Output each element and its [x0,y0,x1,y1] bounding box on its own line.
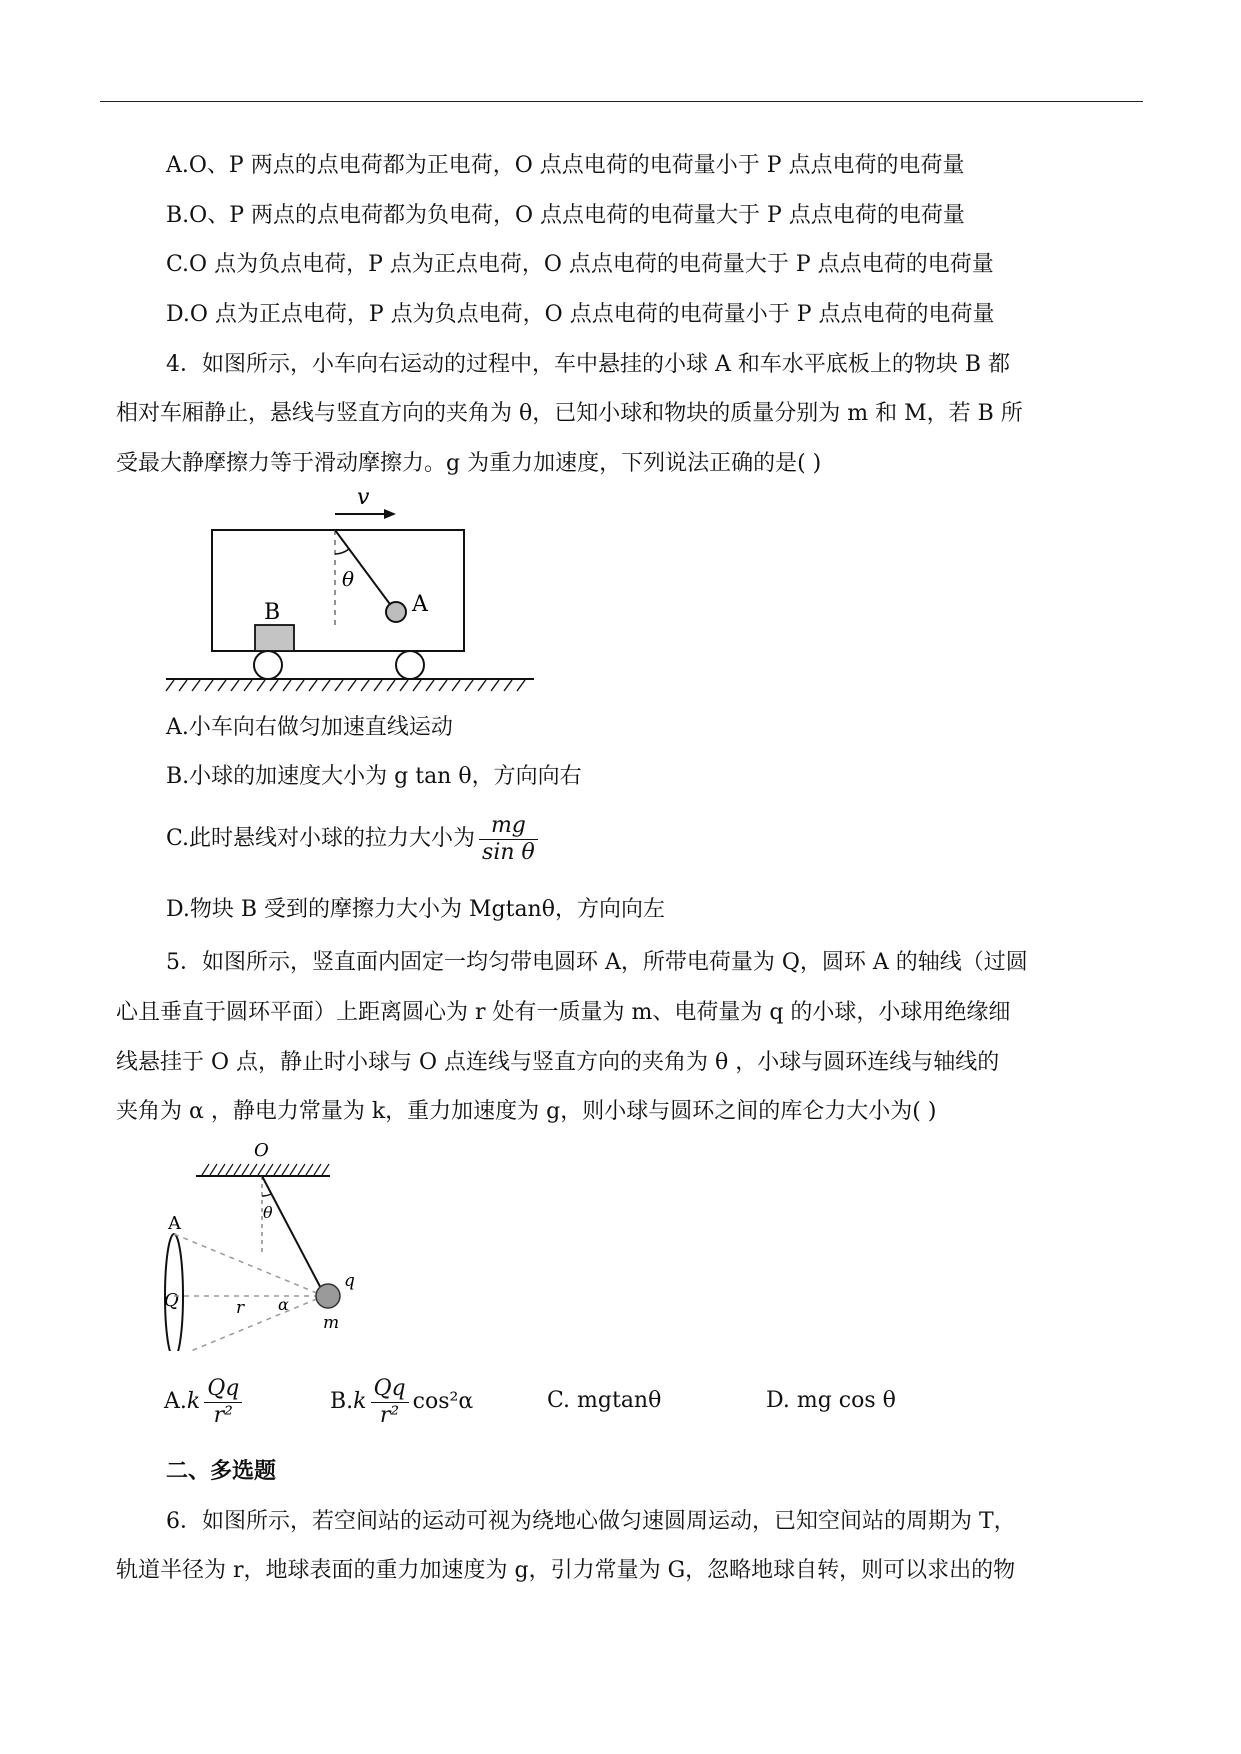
q5-option-a-prefix: A. [164,1389,187,1414]
ring-charge-label: Q [164,1290,179,1311]
q5-stem-line-3: 线悬挂于 O 点，静止时小球与 O 点连线与竖直方向的夹角为 θ ，小球与圆环连线与轴线的 [116,1050,1000,1075]
fraction-denominator: sin θ [482,839,535,865]
distance-r-label: r [236,1298,245,1318]
section-title: 二、多选题 [166,1458,277,1484]
q5-option-a [164,1374,246,1430]
q3-option-c: C.O 点为负点电荷，P 点为正点电荷，O 点点电荷的电荷量大于 P 点点电荷的电荷量 [166,252,994,277]
q4-cart-figure [160,490,540,700]
velocity-label: v [357,490,370,510]
theta-label: θ [342,567,355,591]
q6-stem-line-2: 轨道半径为 r，地球表面的重力加速度为 g，引力常量为 G，忽略地球自转，则可以求出的物 [116,1558,1016,1583]
q5-option-a-fraction [204,1376,242,1429]
fraction-numerator: mg [479,813,538,840]
q5-stem-line-2: 心且垂直于圆环平面）上距离圆心为 r 处有一质量为 m、电荷量为 q 的小球，小球用绝缘细 [116,1000,1011,1025]
q4-stem-line-1: 4．如图所示，小车向右运动的过程中，车中悬挂的小球 A 和车水平底板上的物块 B 都 [166,352,1011,377]
q4-stem-line-3: 受最大静摩擦力等于滑动摩擦力。g 为重力加速度，下列说法正确的是( ) [116,451,822,476]
ring-a-label: A [168,1213,181,1234]
fraction-numerator: Qq [371,1376,409,1403]
q5-ring-figure [150,1136,370,1351]
q3-option-d: D.O 点为正点电荷，P 点为负点电荷，O 点点电荷的电荷量小于 P 点点电荷的电荷量 [166,302,995,327]
q5-option-d: D. mg cos θ [766,1388,896,1413]
q5-option-b-fraction [371,1376,409,1429]
point-o-label: O [254,1140,269,1161]
q5-option-b-prefix: B. [330,1389,354,1414]
fraction-numerator: Qq [204,1376,242,1403]
alpha-label: α [278,1295,289,1314]
q5-option-a-k: k [186,1389,201,1414]
ball-charge-label: q [344,1271,355,1291]
q4-option-c-prefix: C.此时悬线对小球的拉力大小为 [166,826,476,851]
q5-option-b [330,1374,473,1430]
fraction-denominator: r² [379,1402,400,1428]
header-rule [100,101,1143,102]
ball-a-label: A [412,592,428,617]
q5-stem-line-1: 5．如图所示，竖直面内固定一均匀带电圆环 A，所带电荷量为 Q，圆环 A 的轴线（过圆 [166,950,1028,975]
q5-option-c: C. mgtanθ [547,1388,662,1413]
fraction-denominator: r² [213,1402,233,1428]
q5-option-b-k: k [353,1389,367,1414]
theta-label: θ [263,1203,273,1222]
block-b-label: B [264,600,281,625]
q4-option-c-fraction [479,813,538,866]
q6-stem-line-1: 6．如图所示，若空间站的运动可视为绕地心做匀速圆周运动，已知空间站的周期为 T， [166,1509,1016,1534]
ball-mass-label: m [323,1313,340,1333]
q5-option-b-suffix: cos²α [412,1389,474,1414]
q5-stem-line-4: 夹角为 α ，静电力常量为 k，重力加速度为 g，则小球与圆环之间的库仑力大小为( ) [116,1099,937,1124]
q3-option-b: B.O、P 两点的点电荷都为负电荷，O 点点电荷的电荷量大于 P 点点电荷的电荷量 [166,203,965,228]
q4-option-c [166,812,542,866]
q4-option-b: B.小球的加速度大小为 g tan θ，方向向右 [166,764,582,789]
q4-option-d: D.物块 B 受到的摩擦力大小为 Mgtanθ，方向向左 [166,897,665,922]
q4-option-a: A.小车向右做匀加速直线运动 [166,715,453,740]
q4-stem-line-2: 相对车厢静止，悬线与竖直方向的夹角为 θ，已知小球和物块的质量分别为 m 和 M，若 B 所 [116,401,1023,426]
q3-option-a: A.O、P 两点的点电荷都为正电荷，O 点点电荷的电荷量小于 P 点点电荷的电荷量 [166,153,965,178]
